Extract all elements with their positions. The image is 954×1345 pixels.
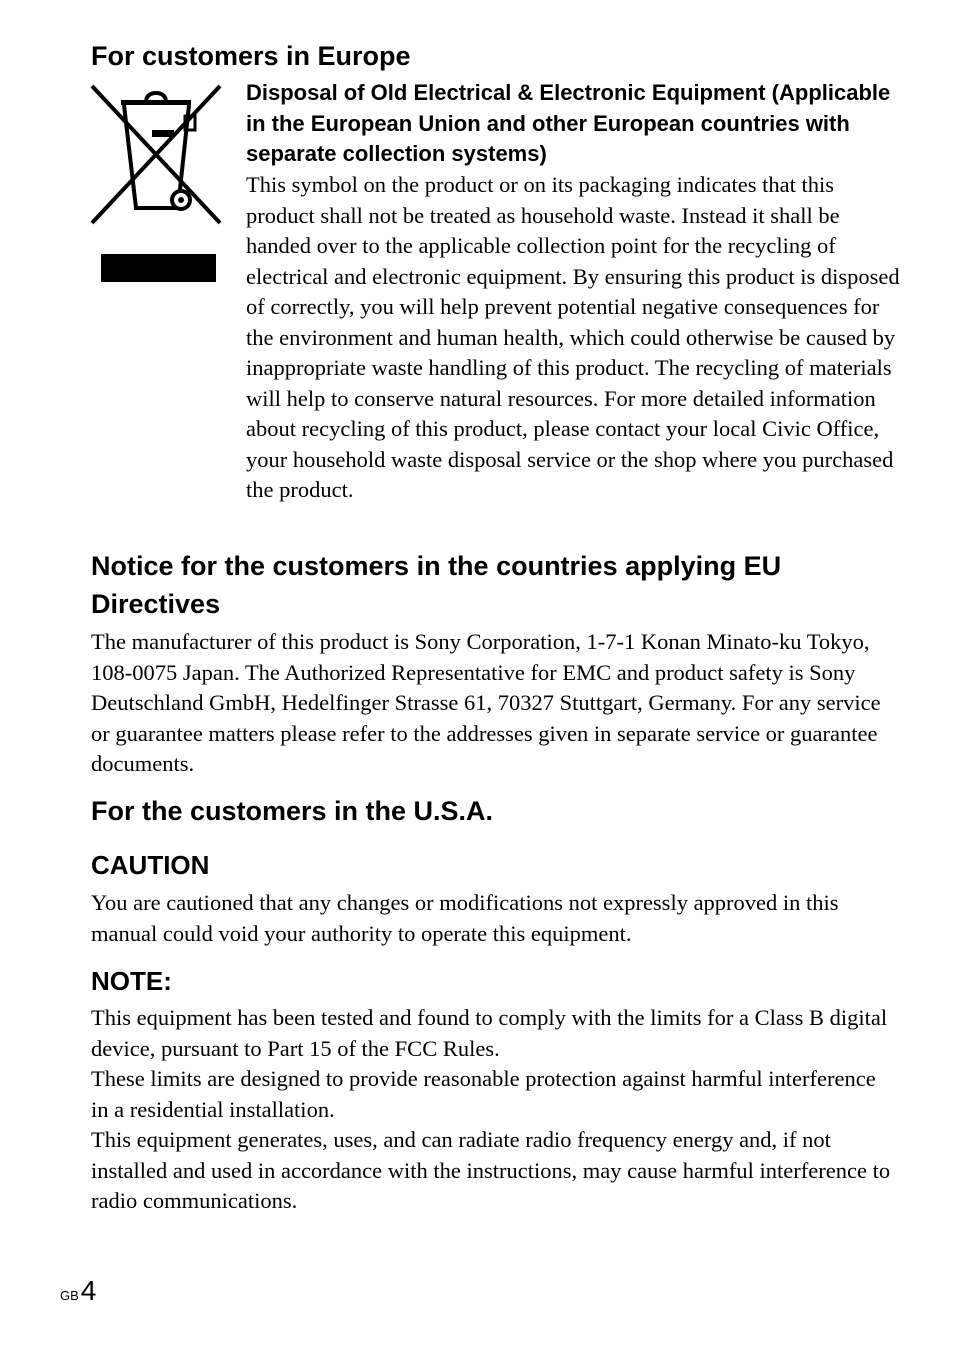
heading-eu-directives: Notice for the customers in the countries applying EU Directives bbox=[91, 551, 782, 619]
eu-directives-body: The manufacturer of this product is Sony Corporation, 1-7-1 Konan Minato-ku Tokyo, 108-0075 Japan. The Authorized Representative for EMC and product safety is Sony Deutschland GmbH, Hedelfinger Strasse 61, 70327 Stuttgart, Germany. For any service or guarantee matters please refer to the addresses given in separate service or guarantee documents. bbox=[91, 629, 881, 776]
crossed-out-wheelie-bin-icon bbox=[88, 82, 224, 287]
page-number: 4 bbox=[80, 1275, 97, 1306]
page-footer bbox=[60, 1275, 96, 1307]
note-paragraph-3: This equipment generates, uses, and can radiate radio frequency energy and, if not installed and used in accordance with the instructions, may cause harmful interference to radio communications. bbox=[91, 1127, 891, 1213]
caution-heading: CAUTION bbox=[91, 850, 210, 880]
heading-customers-europe: For customers in Europe bbox=[91, 41, 411, 71]
note-heading: NOTE: bbox=[91, 966, 172, 996]
caution-body: You are cautioned that any changes or modifications not expressly approved in this manual could void your authority to operate this equipment. bbox=[91, 890, 839, 946]
heading-customers-usa: For the customers in the U.S.A. bbox=[91, 796, 494, 826]
note-paragraph-2: These limits are designed to provide reasonable protection against harmful interference in a residential installation. bbox=[91, 1066, 876, 1122]
disposal-heading: Disposal of Old Electrical & Electronic Equipment (Applicable in the European Union and other European countries with separate collection systems) bbox=[246, 80, 891, 166]
note-paragraph-1: This equipment has been tested and found to comply with the limits for a Class B digital device, pursuant to Part 15 of the FCC Rules. bbox=[91, 1005, 888, 1061]
page-language-code: GB bbox=[60, 1288, 79, 1303]
disposal-body: This symbol on the product or on its packaging indicates that this product shall not be treated as household waste. Instead it shall be handed over to the applicable collection point for the recycling of electrical and electronic equipment. By ensuring this product is disposed of correctly, you will help prevent potential negative consequences for the environment and human health, which could otherwise be caused by inappropriate waste handling of this product. The recycling of materials will help to conserve natural resources. For more detailed information about recycling of this product, please contact your local Civic Office, your household waste disposal service or the shop where you purchased the product. bbox=[246, 172, 900, 502]
